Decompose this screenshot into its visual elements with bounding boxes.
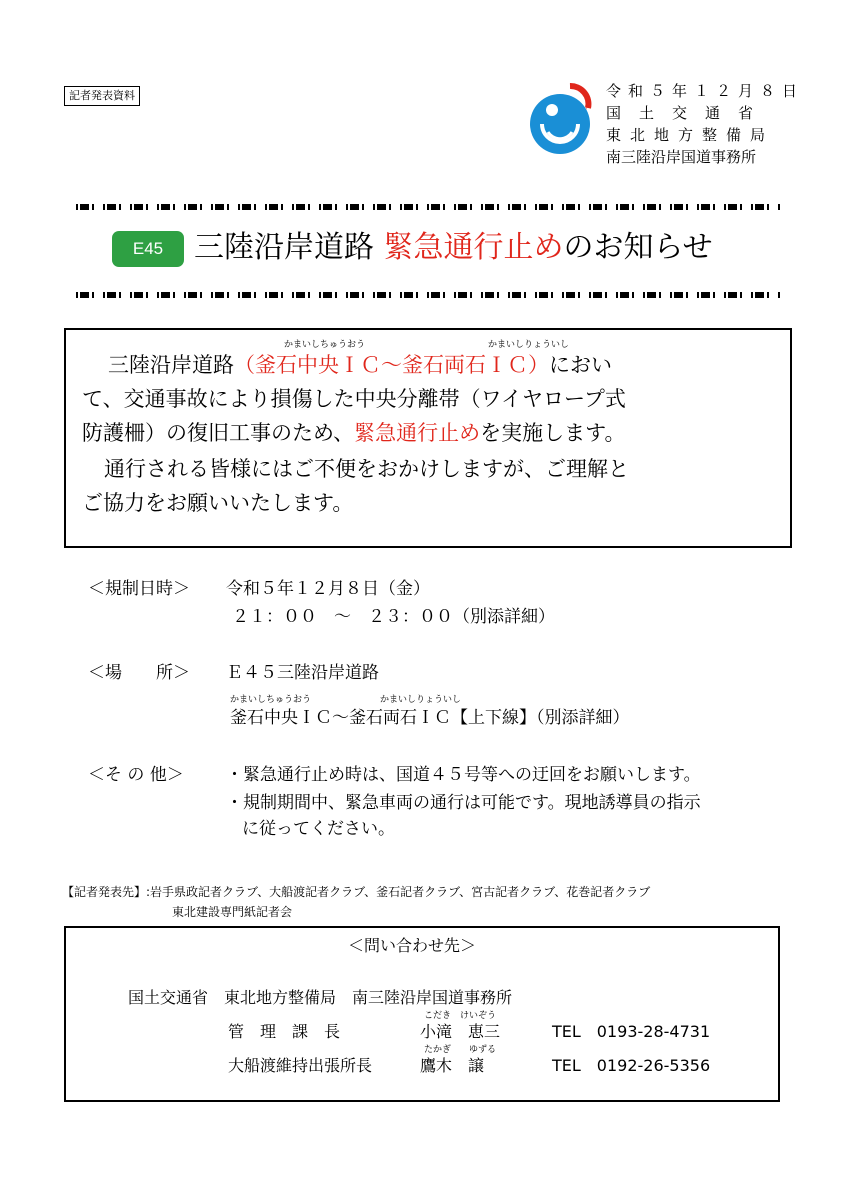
notice-section: （釜石中央ＩＣ～釜石両石ＩＣ） <box>234 353 549 377</box>
place-ruby-kamaishi-ryoishi: かまいしりょういし <box>380 695 462 705</box>
route-badge: E45 <box>112 231 184 267</box>
contact-person1-title: 管 理 課 長 <box>228 1022 341 1041</box>
notice-line-2: て、交通事故により損傷した中央分離帯（ワイヤロープ式 <box>82 387 626 411</box>
press-clubs-label: 【記者発表先】 <box>62 885 147 899</box>
contact-person2-title: 大船渡維持出張所長 <box>228 1056 373 1075</box>
bureau-name: 東北地方整備局 <box>606 126 775 144</box>
other-item-2: ・規制期間中、緊急車両の通行は可能です。現地誘導員の指示 <box>226 793 701 813</box>
contact-heading: ＜問い合わせ先＞ <box>348 936 477 955</box>
other-item-1: ・緊急通行止め時は、国道４５号等への迂回をお願いします。 <box>226 765 701 785</box>
ruby-kamaishi-ryoishi: かまいしりょういし <box>488 340 570 350</box>
schedule-label: ＜規制日時＞ <box>88 579 190 599</box>
contact-person2-ruby: たかぎ ゆずる <box>424 1045 497 1055</box>
title-prefix: 三陸沿岸道路 <box>194 230 384 265</box>
notice-line-3 <box>82 416 626 450</box>
schedule-time: ２１：００ ～ ２３：００（別添詳細） <box>232 607 555 627</box>
ministry-name: 国土交通省 <box>606 104 772 122</box>
place-ruby-kamaishi-chuo: かまいしちゅうおう <box>230 695 312 705</box>
press-release-label: 記者発表資料 <box>64 86 140 106</box>
title-suffix: のお知らせ <box>563 230 713 265</box>
notice-line-3-end: を実施します。 <box>480 421 626 445</box>
page-title <box>194 226 713 270</box>
notice-line-5: ご協力をお願いいたします。 <box>82 491 354 515</box>
other-label: ＜そ の 他＞ <box>88 765 184 785</box>
notice-road: 三陸沿岸道路 <box>108 353 234 377</box>
issue-date: 令和５年１２月８日 <box>606 82 805 100</box>
contact-person2-name: 鷹木 譲 <box>420 1056 485 1075</box>
notice-closure: 緊急通行止め <box>354 421 481 445</box>
mlit-logo-icon <box>528 80 600 160</box>
notice-line-4: 通行される皆様にはご不便をおかけしますが、ご理解と <box>104 457 629 481</box>
notice-line-1 <box>108 348 612 382</box>
place-label: ＜場 所＞ <box>88 663 190 683</box>
other-item-2-cont: に従ってください。 <box>242 819 395 839</box>
contact-person1-name: 小滝 恵三 <box>420 1022 501 1041</box>
divider-top <box>76 204 782 210</box>
ruby-kamaishi-chuo: かまいしちゅうおう <box>284 340 366 350</box>
notice-line-1-end: におい <box>549 353 612 377</box>
contact-person1-tel: TEL 0193-28-4731 <box>552 1022 711 1041</box>
divider-bottom <box>76 292 782 298</box>
press-clubs <box>62 883 650 901</box>
title-highlight: 緊急通行止め <box>383 230 564 265</box>
notice-line-3-start: 防護柵）の復旧工事のため、 <box>82 421 355 445</box>
press-clubs-line-2: 東北建設専門紙記者会 <box>172 905 293 919</box>
place-section: 釜石中央ＩＣ～釜石両石ＩＣ【上下線】（別添詳細） <box>230 708 630 728</box>
contact-person1-ruby: こだき けいぞう <box>424 1011 497 1021</box>
place-road: Ｅ４５三陸沿岸道路 <box>226 663 379 683</box>
office-name: 南三陸沿岸国道事務所 <box>606 148 757 166</box>
press-clubs-list: :岩手県政記者クラブ、大船渡記者クラブ、釜石記者クラブ、宮古記者クラブ、花巻記者クラブ <box>146 885 651 899</box>
schedule-date: 令和５年１２月８日（金） <box>226 579 430 599</box>
contact-org: 国土交通省 東北地方整備局 南三陸沿岸国道事務所 <box>128 988 513 1007</box>
issuer-block <box>606 80 804 168</box>
contact-person2-tel: TEL 0192-26-5356 <box>552 1056 711 1075</box>
